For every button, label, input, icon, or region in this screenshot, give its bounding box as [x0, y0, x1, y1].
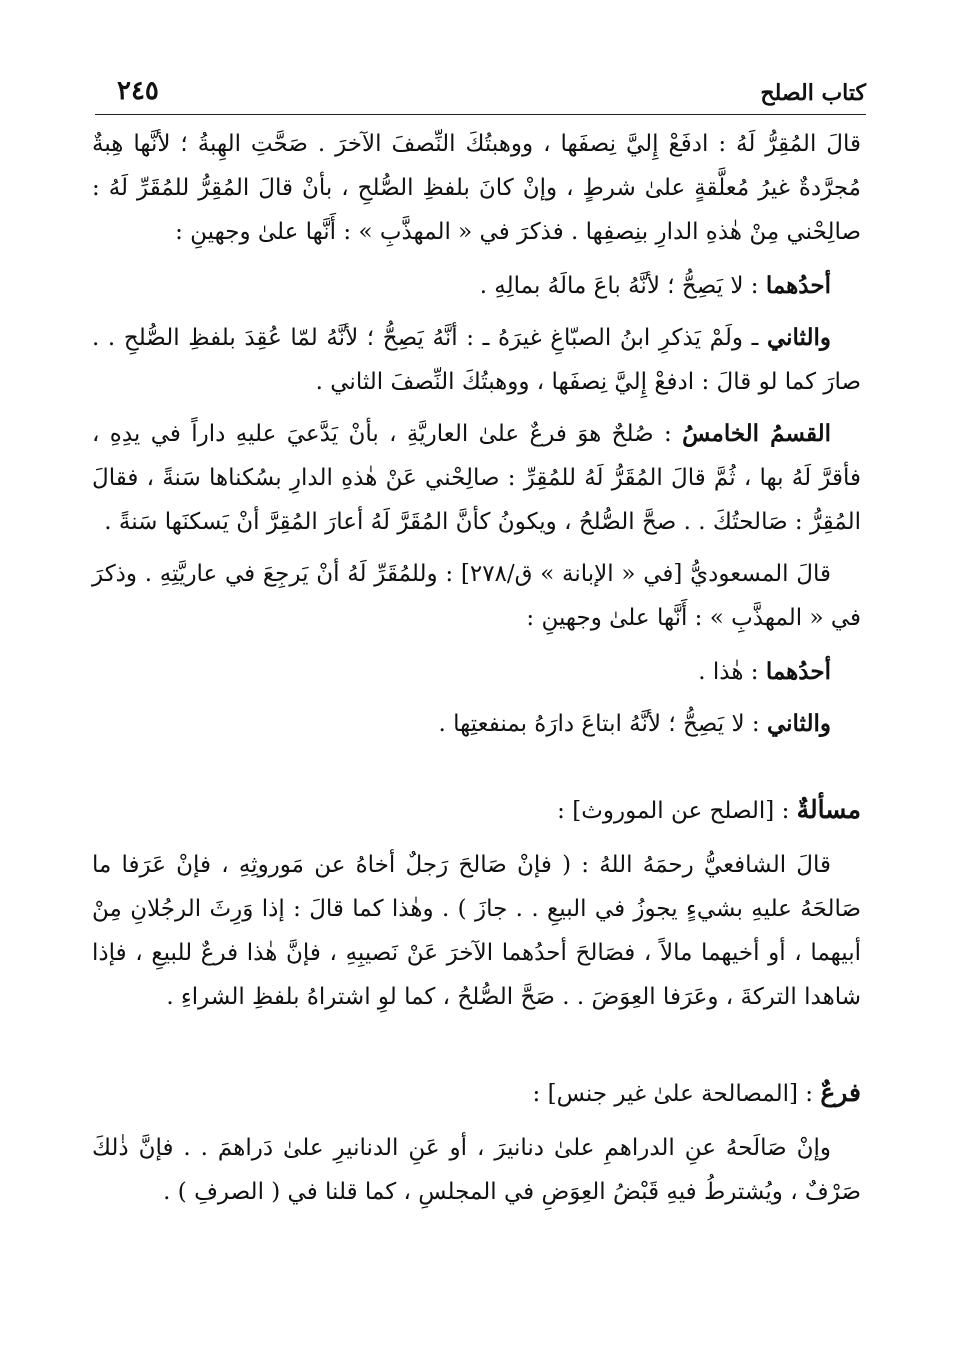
paragraph: [92, 702, 861, 746]
paragraph-text: وإنْ صَالَحهُ عنِ الدراهمِ علىٰ دنانيرَ ، أو عَنِ الدنانيرِ علىٰ دَراهمَ . . فإنَّ ذٰلكَ صَرْفٌ ، ويُشترطُ فيهِ قَبْضُ العِوَضِ في المجلسِ ، كما قلنا في ( الصرفِ ) .: [92, 1135, 861, 1205]
section-gap: [92, 1029, 861, 1071]
paragraph-lead: القسمُ الخامسُ: [682, 420, 831, 447]
paragraph: [92, 264, 861, 308]
heading-text: : [الصلح عن الموروث] :: [557, 798, 797, 824]
paragraph-lead: والثاني: [766, 710, 831, 737]
paragraph: [92, 1126, 861, 1214]
page-body: [92, 122, 861, 1224]
paragraph: [92, 412, 861, 544]
running-title: كتاب الصلح: [760, 80, 866, 106]
paragraph-lead: أحدُهما: [765, 272, 831, 299]
section-heading: [92, 1071, 861, 1116]
paragraph-text: قالَ المسعوديُّ [في « الإبانة » ق/٢٧٨] : وللمُقَرِّ لَهُ أنْ يَرجِعَ في عاريَّتِهِ . وذكرَ في « المهذَّبِ » : أَنَّها علىٰ وجهينِ :: [92, 561, 861, 631]
paragraph-text: : صُلحٌ هوَ فرعٌ علىٰ العاريَّةِ ، بأنْ يَدَّعيَ عليهِ داراً في يدِهِ ، فأقرَّ لَهُ بها ، ثُمَّ قالَ المُقَرُّ لَهُ للمُقِرِّ : صالِحْني عَنْ هٰذهِ الدارِ بسُكناها سَنةً ، فقالَ المُقِرُّ : صَالحتُكَ . . صحَّ الصُّلحُ ، ويكونُ كأنَّ المُقَرَّ لَهُ أعارَ المُقِرَّ أنْ يَسكنَها سَنةً .: [92, 421, 861, 535]
paragraph-lead: أحدُهما: [765, 658, 831, 685]
paragraph: [92, 316, 861, 404]
paragraph-lead: والثاني: [766, 324, 831, 351]
paragraph: [92, 552, 861, 640]
paragraph-text: ـ ولَمْ يَذكرِ ابنُ الصبّاغِ غيرَهُ ـ : أنَّهُ يَصِحُّ ؛ لأنَّهُ لمّا عُقِدَ بلفظِ الصُّلحِ . . صارَ كما لو قالَ : ادفعْ إِليَّ نِصفَها ، ووهبتُكَ النِّصفَ الثاني .: [92, 325, 861, 395]
heading-text: : [المصالحة علىٰ غير جنس] :: [532, 1081, 821, 1107]
paragraph-text: : لا يَصِحُّ ؛ لأنَّهُ باعَ مالَهُ بمالِهِ .: [479, 273, 766, 299]
paragraph: [92, 843, 861, 1019]
paragraph-text: : هٰذا .: [698, 659, 766, 685]
heading-lead: فرعٌ: [820, 1078, 861, 1107]
paragraph: [92, 650, 861, 694]
paragraph-text: قالَ الشافعيُّ رحمَهُ اللهُ : ( فإنْ صَالحَ رَجلٌ أخاهُ عن مَوروثِهِ ، فإنْ عَرَفا ما صَالحَهُ عليهِ بشيءٍ يجوزُ في البيعِ . . جازَ ) . وهٰذا كما قالَ : إذا وَرِثَ الرجُلانِ مِنْ أبيهما ، أو أخيهما مالاً ، فصَالحَ أحدُهما الآخرَ عَنْ نَصيبِهِ ، فإنَّ هٰذا فرعٌ للبيعِ ، فإذا شاهدا التركةَ ، وعَرَفا العِوَضَ . . صَحَّ الصُّلحُ ، كما لوِ اشتراهُ بلفظِ الشراءِ .: [92, 852, 861, 1010]
paragraph: [92, 122, 861, 254]
paragraph-text: قالَ المُقِرُّ لَهُ : ادفَعْ إِليَّ نِصفَها ، ووهبتُكَ النِّصفَ الآخرَ . صَحَّتِ الهِبةُ ؛ لأنَّها هِبةٌ مُجرَّدةٌ غيرُ مُعلَّقةٍ علىٰ شرطٍ ، وإنْ كانَ بلفظِ الصُّلحِ ، بأنْ قالَ المُقِرُّ للمُقَرِّ لَهُ : صالِحْني مِنْ هٰذهِ الدارِ بنِصفِها . فذكرَ في « المهذَّبِ » : أَنَّها علىٰ وجهينِ :: [92, 131, 861, 245]
heading-lead: مسألةٌ: [796, 795, 861, 824]
page-number: ٢٤٥: [117, 76, 159, 106]
section-heading: [92, 788, 861, 833]
page-header: [95, 72, 866, 115]
section-gap: [92, 754, 861, 788]
paragraph-text: : لا يَصِحُّ ؛ لأنَّهُ ابتاعَ دارَهُ بمنفعتِها .: [438, 711, 767, 737]
